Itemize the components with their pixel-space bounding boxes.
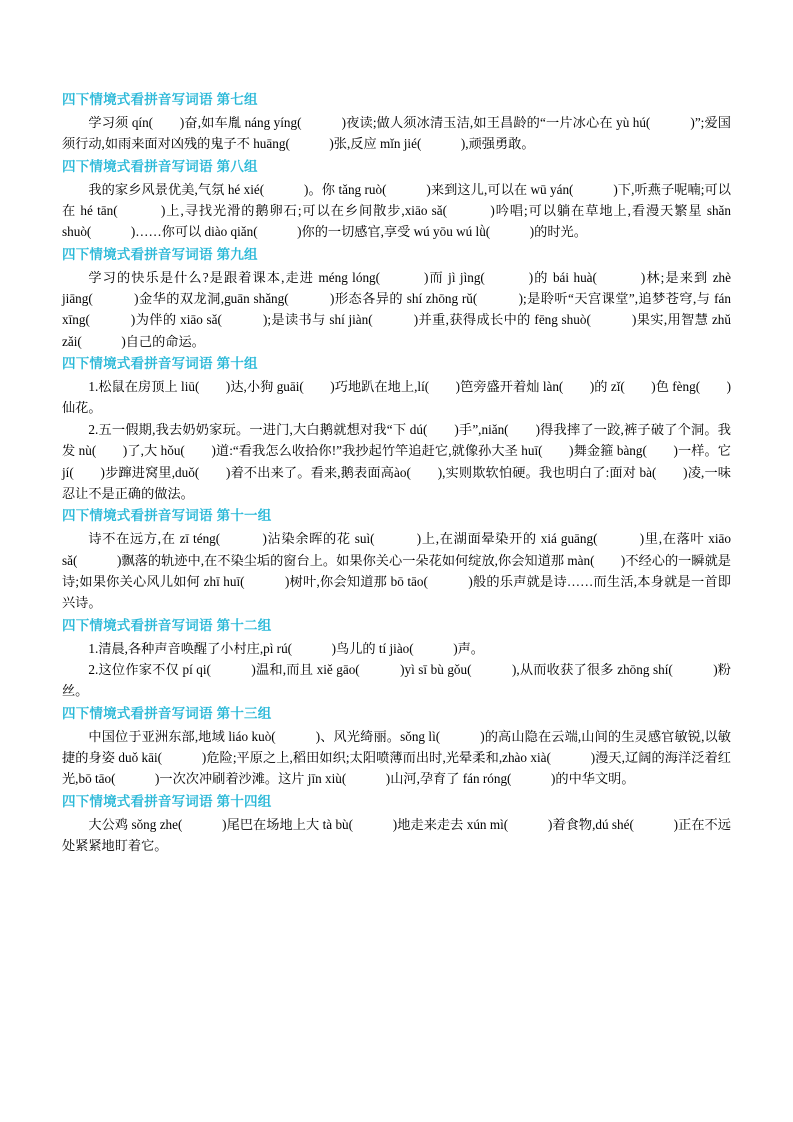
group-paragraph: 2.五一假期,我去奶奶家玩。一进门,大白鹅就想对我“下 dú( )手”,niǎn( )得我摔了一跤,裤子破了个洞。我发 nù( )了,大 hǒu( )道:“看我怎么收拾你!”我抄起竹竿追赶它,就像孙大圣 huī( )舞金箍 bàng( )一样。它 jí( )步蹿进窝里,duǒ( )着不出来了。看来,鹅表面高ào( ),实则欺软怕硬。我也明白了:面对 bà( )凌,一味忍让不是正确的做法。 [62, 421, 731, 501]
exercise-group [62, 704, 731, 790]
group-paragraph: 我的家乡风景优美,气氛 hé xié( )。你 tǎng ruò( )来到这儿,可以在 wū yán( )下,听燕子呢喃;可以在 hé tān( )上,寻找光滑的鹅卵石;可以在乡间散步,xiāo sǎ( )吟唱;可以躺在草地上,看漫天繁星 shǎn shuò( )……你可以 diào qiǎn( )你的一切感官,享受 wú yōu wú lǜ( )的时光。 [62, 181, 731, 240]
group-title: 四下情境式看拼音写词语 第十二组 [62, 617, 272, 633]
group-title: 四下情境式看拼音写词语 第十一组 [62, 508, 272, 524]
group-title: 四下情境式看拼音写词语 第八组 [62, 158, 258, 174]
exercise-group [62, 157, 731, 243]
group-paragraph: 1.松鼠在房顶上 liū( )达,小狗 guāi( )巧地趴在地上,lí( )笆旁盛开着灿 làn( )的 zǐ( )色 fèng( )仙花。 [62, 379, 731, 416]
group-paragraph: 1.清晨,各种声音唤醒了小村庄,pì rú( )鸟儿的 tí jiào( )声。 [88, 640, 484, 656]
exercise-group [62, 245, 731, 352]
exercise-group [62, 616, 731, 702]
exercise-group [62, 90, 731, 155]
exercise-group [62, 792, 731, 857]
group-paragraph: 2.这位作家不仅 pí qi( )温和,而且 xiě gāo( )yì sī bù gǒu( ),从而收获了很多 zhōng shí( )粉丝。 [62, 662, 731, 699]
group-title: 四下情境式看拼音写词语 第十三组 [62, 705, 272, 721]
group-title: 四下情境式看拼音写词语 第七组 [62, 92, 258, 107]
group-paragraph: 大公鸡 sǒng zhe( )尾巴在场地上大 tà bù( )地走来走去 xún mì( )着食物,dú shé( )正在不远处紧紧地盯着它。 [62, 816, 731, 854]
group-title: 四下情境式看拼音写词语 第十组 [62, 356, 258, 372]
group-paragraph: 诗不在远方,在 zī téng( )沾染余晖的花 suì( )上,在湖面晕染开的 xiá guāng( )里,在落叶 xiāo sǎ( )飘落的轨迹中,在不染尘垢的窗台上。如果你关心一朵花如何绽放,你会知道那 màn( )不经心的一瞬就是诗;如果你关心风儿如何 zhī huī( )树叶,你会知道那 bō tāo( )般的乐声就是诗……而生活,本身就是一首即兴诗。 [62, 531, 731, 611]
group-title: 四下情境式看拼音写词语 第九组 [62, 246, 258, 262]
exercise-group [62, 506, 731, 613]
group-paragraph: 学习的快乐是什么?是跟着课本,走进 méng lóng( )而 jì jìng( )的 bái huà( )林;是来到 zhè jiāng( )金华的双龙洞,guān shǎng( )形态各异的 shí zhōng rǔ( );是聆听“天宫课堂”,追梦苍穹,与 fán xīng( )为伴的 xiāo sǎ( );是读书与 shí jiàn( )并重,获得成长中的 fēng shuò( )果实,用智慧 zhǔ zǎi( )自己的命运。 [62, 269, 731, 349]
group-title: 四下情境式看拼音写词语 第十四组 [62, 793, 272, 809]
exercise-group [62, 354, 731, 504]
group-paragraph: 学习须 qín( )奋,如车胤 náng yíng( )夜读;做人须冰清玉洁,如王昌龄的“一片冰心在 yù hú( )”;爱国须行动,如雨来面对凶残的鬼子不 huāng( )张,反应 mǐn jié( ),顽强勇敢。 [62, 114, 731, 152]
group-paragraph: 中国位于亚洲东部,地域 liáo kuò( )、风光绮丽。sǒng lì( )的高山隐在云端,山间的生灵感官敏锐,以敏捷的身姿 duǒ kāi( )危险;平原之上,稻田如织;太阳喷薄而出时,光晕柔和,zhào xià( )漫天,辽阔的海洋泛着红光,bō tāo( )一次次冲刷着沙滩。这片 jīn xiù( )山河,孕育了 fán róng( )的中华文明。 [62, 728, 731, 787]
